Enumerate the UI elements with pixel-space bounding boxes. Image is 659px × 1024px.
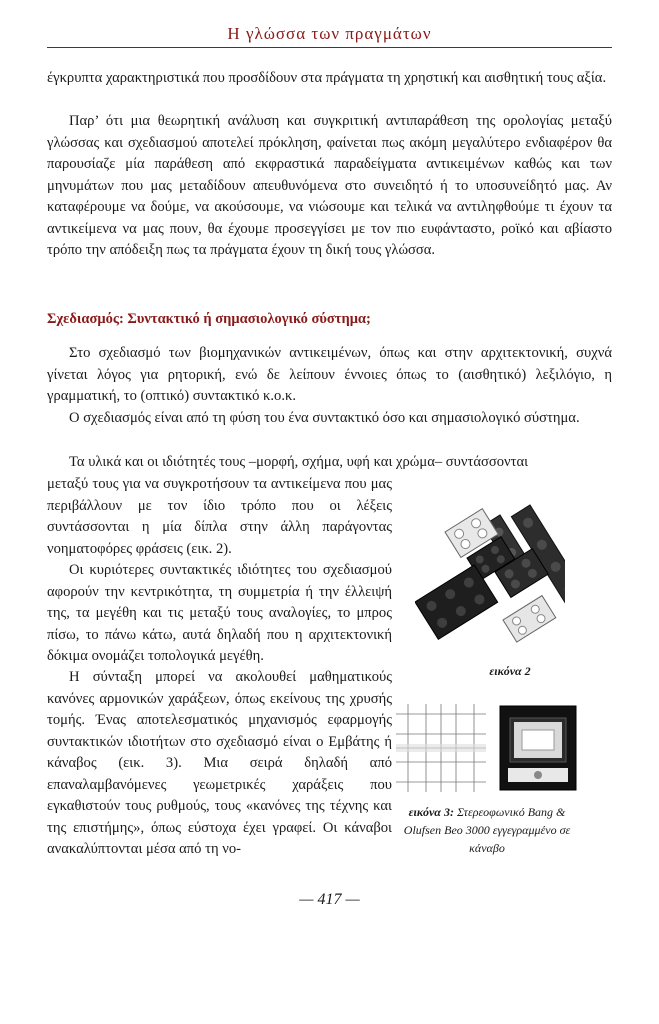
figure-3-stereo-image (498, 704, 578, 792)
figure-3-caption (392, 803, 582, 857)
paragraph-3: Στο σχεδιασμό των βιομηχανικών αντικειμένων, όπως και στην αρχιτεκτονική, συχνά γίνεται λόγος για ρητορική, ενώ δε λείπουν έννοιες όπως το (αισθητικό) λεξιλόγιο, η γραμματική, το (οπτικό) συντακτικό κ.ο.κ. (47, 345, 612, 404)
figure-2-caption: εικόνα 2 (489, 664, 531, 678)
paragraph-7: Η σύνταξη μπορεί να ακολουθεί μαθηματικούς κανόνες αρμονικών χαράξεων, όπως εκείνους της χρυσής τομής. Ένας αποτελεσματικός μηχανισμός εφαρμογής συντακτικών ιδιοτήτων στο σχεδιασμό είναι ο Εμβάτης ή κάναβος (εικ. 3). Μια σειρά δηλαδή από επαναλαμβανόμενες γεωμετρικές χαράξεις που εγκαθιστούν τους ρυθμούς, τους «κανόνες της τέχνης και της επιστήμης», όπως εύστοχα έχει γραφεί. Οι κάναβοι ανακαλύπτονται μέσα από τη νο- (47, 669, 392, 857)
section-heading: Σχεδιασμός: Συντακτικό ή σημασιολογικό σύστημα; (47, 311, 371, 327)
paragraph-4: Ο σχεδιασμός είναι από τη φύση του ένα συντακτικό όσο και σημασιολογικό σύστημα. (69, 410, 580, 426)
paragraph-1: έγκρυπτα χαρακτηριστικά που προσδίδουν στα πράγματα τη χρηστική και αισθητική τους αξία. (47, 70, 607, 86)
paragraph-5: μεταξύ τους για να συγκροτήσουν τα αντικείμενα που μας περιβάλλουν με τον ίδιο τρόπο που οι λέξεις συντάσσονται η μία δίπλα στην άλλη παράγοντας νοηματοφόρες φράσεις (εικ. 2). (47, 476, 392, 557)
running-head-rule (47, 47, 612, 48)
paragraph-2: Παρ’ ότι μια θεωρητική ανάλυση και συγκριτική αντιπαράθεση της ορολογίας μεταξύ γλώσσας και σχεδιασμού αποτελεί πρόκληση, φαίνεται πως ακόμη μεγαλύτερο ενδιαφέρον θα παρουσίαζε μία παράθεση από εκφραστικά παραδείγματα αντικειμένων καθώς και των μηνυμάτων που μας μεταδίδουν απευθυνόμενα στο συνειδητό ή το υποσυνείδητό μας. Αν καταφέρουμε να δούμε, να ακούσουμε, να νιώσουμε και τελικά να αντιληφθούμε τι έχουν τα αντικείμενα να μας πουν, θα έχουμε προσεγγίσει με τον πιο ευφάνταστο, ρoϊκό και αβίαστο τρόπο την απόδειξη πως τα πράγματα έχουν τη δική τους γλώσσα. (47, 113, 612, 258)
page-number: — 417 — (299, 891, 360, 908)
running-head: Η γλώσσα των πραγμάτων (227, 24, 432, 43)
paragraph-6: Οι κυριότερες συντακτικές ιδιότητες του σχεδιασμού αφορούν την κεντρικότητα, τη συμμετρία ή την έλλειψή της, τα μεγέθη και τις μεταξύ τους αναλογίες, το μπρος πίσω, το πάνω κάτω, αυτά δηλαδή που η αρχιτεκτονική δόκιμα ονομάζει τοπολογικά μεγέθη. (47, 562, 392, 664)
figure-3-grid-image (396, 704, 486, 792)
figure-3-caption-text: Στερεοφωνικό Bang & Olufsen Beo 3000 εγγεγραμμένο σε κάναβο (403, 805, 571, 855)
paragraph-5-first-line: Τα υλικά και οι ιδιότητές τους –μορφή, σχήμα, υφή και χρώμα– συντάσσονται (69, 454, 529, 470)
figure-3-caption-label: εικόνα 3: (408, 805, 454, 819)
figure-2-lego-bricks-image (415, 490, 565, 660)
